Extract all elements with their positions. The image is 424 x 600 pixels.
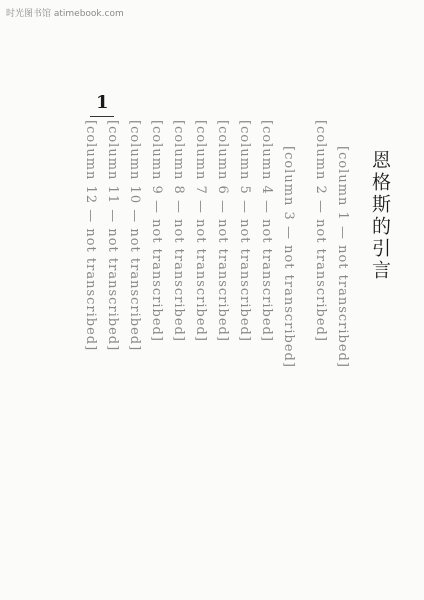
- page-number-underline: [90, 116, 114, 117]
- text-column-6: [column 6 — not transcribed]: [215, 120, 230, 342]
- text-columns: [79, 120, 353, 590]
- text-column-11: [column 11 — not transcribed]: [105, 120, 120, 352]
- text-column-4: [column 4 — not transcribed]: [259, 120, 274, 342]
- text-column-5: [column 5 — not transcribed]: [237, 120, 252, 342]
- body-text-block: [54, 120, 394, 590]
- text-column-1: [column 1 — not transcribed]: [335, 146, 350, 368]
- text-column-2: [column 2 — not transcribed]: [313, 120, 328, 342]
- text-column-12: [column 12 — not transcribed]: [83, 120, 98, 352]
- site-watermark: 时光图书馆 atimebook.com: [6, 9, 124, 19]
- chapter-title: 恩格斯的引言: [369, 150, 391, 282]
- text-column-10: [column 10 — not transcribed]: [127, 120, 142, 352]
- text-column-8: [column 8 — not transcribed]: [171, 120, 186, 342]
- text-column-7: [column 7 — not transcribed]: [193, 120, 208, 342]
- paragraph-gap: [299, 120, 309, 590]
- text-column-3: [column 3 — not transcribed]: [281, 146, 296, 368]
- text-column-9: [column 9 — not transcribed]: [149, 120, 164, 342]
- page-number: 1: [96, 92, 109, 113]
